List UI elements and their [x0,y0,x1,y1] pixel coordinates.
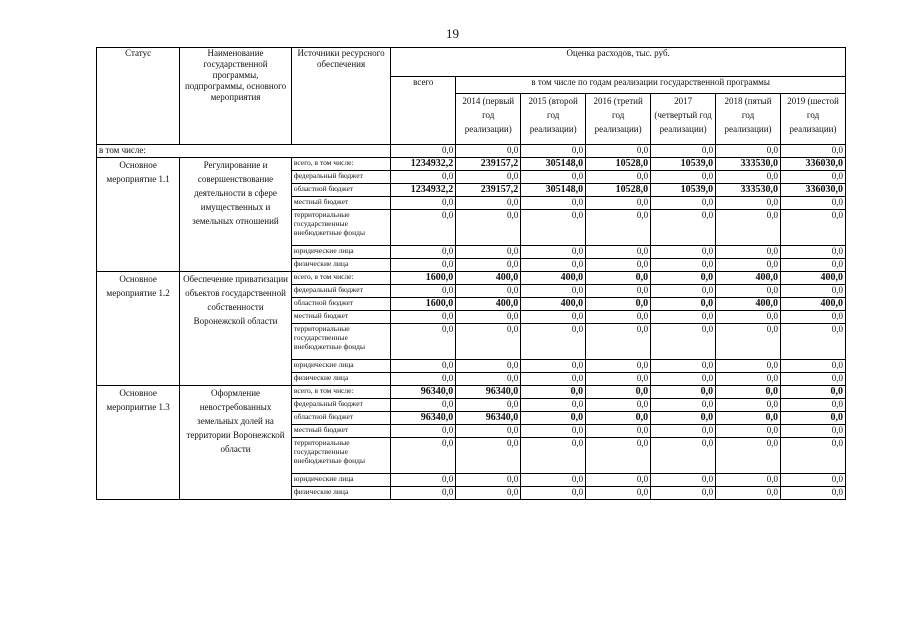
cell-total: 0,0 [391,425,456,438]
header-year-2015: 2015 (второй год реализации) [521,94,586,145]
cell-2019: 0,0 [781,311,846,324]
cell-2018: 0,0 [716,210,781,246]
funding-source: территориальные государственные внебюджетные фонды [291,438,390,474]
cell-2014: 239157,2 [456,184,521,197]
cell-total: 0,0 [391,171,456,184]
cell-2018: 0,0 [716,259,781,272]
cell-2017: 0,0 [651,324,716,360]
cell-total: 0,0 [391,373,456,386]
cell-2018: 0,0 [716,311,781,324]
cell-2017: 0,0 [651,360,716,373]
cell-2016: 0,0 [586,272,651,285]
cell-2019: 0,0 [781,487,846,500]
cell-2019: 0,0 [781,145,846,158]
cell-2019: 336030,0 [781,184,846,197]
cell-2018: 0,0 [716,246,781,259]
funding-source: юридические лица [291,360,390,373]
cell-2016: 0,0 [586,373,651,386]
cell-2014: 0,0 [456,360,521,373]
cell-2015: 400,0 [521,298,586,311]
cell-2014: 0,0 [456,210,521,246]
cell-2016: 0,0 [586,171,651,184]
cell-2018: 0,0 [716,285,781,298]
cell-2015: 0,0 [521,373,586,386]
cell-2017: 0,0 [651,412,716,425]
cell-2014: 400,0 [456,272,521,285]
cell-2015: 305148,0 [521,158,586,171]
cell-2018: 0,0 [716,487,781,500]
cell-total: 0,0 [391,474,456,487]
cell-2014: 0,0 [456,259,521,272]
cell-2019: 336030,0 [781,158,846,171]
cell-2016: 0,0 [586,285,651,298]
cell-2015: 0,0 [521,311,586,324]
cell-total: 0,0 [391,487,456,500]
cell-total: 0,0 [391,360,456,373]
cell-2018: 0,0 [716,412,781,425]
funding-source: юридические лица [291,246,390,259]
cell-total: 1234932,2 [391,184,456,197]
cell-2018: 0,0 [716,360,781,373]
cell-2015: 400,0 [521,272,586,285]
cell-2016: 0,0 [586,324,651,360]
cell-2018: 0,0 [716,386,781,399]
cell-2017: 0,0 [651,311,716,324]
header-year-2018: 2018 (пятый год реализации) [716,94,781,145]
cell-total: 0,0 [391,285,456,298]
cell-total: 0,0 [391,399,456,412]
funding-source: областной бюджет [291,412,390,425]
funding-source: местный бюджет [291,197,390,210]
header-sources: Источники ресурсного обеспечения [291,48,390,145]
cell-2019: 0,0 [781,171,846,184]
funding-source: физические лица [291,373,390,386]
cell-2015: 0,0 [521,324,586,360]
cell-2016: 0,0 [586,474,651,487]
cell-2015: 0,0 [521,145,586,158]
cell-2018: 400,0 [716,272,781,285]
cell-2017: 0,0 [651,425,716,438]
cell-total: 1234932,2 [391,158,456,171]
cell-2019: 400,0 [781,272,846,285]
cell-2016: 10528,0 [586,184,651,197]
cell-2016: 10528,0 [586,158,651,171]
cell-2017: 0,0 [651,246,716,259]
cell-2017: 0,0 [651,474,716,487]
cell-total: 0,0 [391,145,456,158]
cell-2015: 0,0 [521,386,586,399]
header-year-2016: 2016 (третий год реализации) [586,94,651,145]
cell-2015: 0,0 [521,171,586,184]
funding-source: юридические лица [291,474,390,487]
cell-2015: 0,0 [521,360,586,373]
cell-2014: 0,0 [456,197,521,210]
cell-2019: 0,0 [781,425,846,438]
including-row [97,145,846,158]
table-row [97,158,846,171]
cell-2016: 0,0 [586,438,651,474]
cell-2018: 400,0 [716,298,781,311]
cell-total: 96340,0 [391,386,456,399]
cell-2019: 0,0 [781,197,846,210]
header-year-2017: 2017 (четвертый год реализации) [651,94,716,145]
header-total: всего [391,77,456,145]
cell-2014: 0,0 [456,438,521,474]
header-year-2019: 2019 (шестой год реализации) [781,94,846,145]
cell-2015: 305148,0 [521,184,586,197]
activity-status: Основное мероприятие 1.1 [97,158,180,272]
cell-2019: 0,0 [781,285,846,298]
cell-2014: 0,0 [456,171,521,184]
cell-2019: 0,0 [781,210,846,246]
funding-source: местный бюджет [291,425,390,438]
cell-2014: 0,0 [456,399,521,412]
including-label: в том числе: [97,145,391,158]
cell-2015: 0,0 [521,438,586,474]
cell-2015: 0,0 [521,474,586,487]
cell-2015: 0,0 [521,246,586,259]
page-number: 19 [446,26,459,41]
activity-name: Обеспечение приватизации объектов государственной собственности Воронежской области [180,272,292,386]
cell-2014: 0,0 [456,373,521,386]
activity-status: Основное мероприятие 1.3 [97,386,180,500]
cell-total: 0,0 [391,438,456,474]
cell-2017: 0,0 [651,171,716,184]
budget-table [96,47,846,500]
cell-2016: 0,0 [586,399,651,412]
cell-2016: 0,0 [586,487,651,500]
cell-2017: 0,0 [651,298,716,311]
cell-total: 1600,0 [391,298,456,311]
cell-2014: 96340,0 [456,412,521,425]
budget-table-body [97,145,846,500]
cell-2016: 0,0 [586,197,651,210]
cell-2014: 0,0 [456,246,521,259]
cell-2017: 0,0 [651,487,716,500]
cell-2015: 0,0 [521,487,586,500]
cell-2019: 0,0 [781,438,846,474]
cell-2017: 10539,0 [651,158,716,171]
table-row [97,272,846,285]
cell-2018: 0,0 [716,197,781,210]
cell-2014: 0,0 [456,487,521,500]
cell-2019: 0,0 [781,399,846,412]
cell-2018: 0,0 [716,425,781,438]
funding-source: физические лица [291,259,390,272]
cell-2014: 0,0 [456,311,521,324]
cell-2019: 400,0 [781,298,846,311]
cell-2018: 0,0 [716,373,781,386]
cell-2015: 0,0 [521,399,586,412]
cell-2019: 0,0 [781,386,846,399]
cell-2016: 0,0 [586,311,651,324]
funding-source: всего, в том числе: [291,272,390,285]
cell-total: 0,0 [391,324,456,360]
cell-2017: 0,0 [651,285,716,298]
cell-2019: 0,0 [781,246,846,259]
funding-source: всего, в том числе: [291,386,390,399]
cell-total: 0,0 [391,311,456,324]
cell-2017: 0,0 [651,197,716,210]
cell-2016: 0,0 [586,360,651,373]
cell-2019: 0,0 [781,474,846,487]
cell-2014: 0,0 [456,474,521,487]
cell-2018: 333530,0 [716,158,781,171]
cell-2018: 0,0 [716,324,781,360]
activity-name: Регулирование и совершенствование деятельности в сфере имущественных и земельных отношений [180,158,292,272]
cell-2015: 0,0 [521,259,586,272]
cell-total: 0,0 [391,210,456,246]
cell-2019: 0,0 [781,373,846,386]
cell-2014: 0,0 [456,324,521,360]
cell-2018: 0,0 [716,474,781,487]
funding-source: федеральный бюджет [291,171,390,184]
cell-2017: 10539,0 [651,184,716,197]
funding-source: федеральный бюджет [291,285,390,298]
activity-name: Оформление невостребованных земельных долей на территории Воронежской области [180,386,292,500]
cell-2016: 0,0 [586,386,651,399]
header-name: Наименование государственной программы, подпрограммы, основного мероприятия [180,48,292,145]
header-year-2014: 2014 (первый год реализации) [456,94,521,145]
cell-2019: 0,0 [781,324,846,360]
cell-2015: 0,0 [521,197,586,210]
cell-2017: 0,0 [651,386,716,399]
header-by-years: в том числе по годам реализации государственной программы [456,77,846,94]
cell-2018: 0,0 [716,171,781,184]
cell-2015: 0,0 [521,425,586,438]
funding-source: всего, в том числе: [291,158,390,171]
funding-source: федеральный бюджет [291,399,390,412]
cell-2017: 0,0 [651,399,716,412]
funding-source: физические лица [291,487,390,500]
cell-2016: 0,0 [586,210,651,246]
cell-2016: 0,0 [586,298,651,311]
cell-2018: 0,0 [716,399,781,412]
cell-2017: 0,0 [651,259,716,272]
cell-2016: 0,0 [586,259,651,272]
cell-2014: 96340,0 [456,386,521,399]
cell-2014: 0,0 [456,145,521,158]
cell-total: 0,0 [391,197,456,210]
cell-2016: 0,0 [586,246,651,259]
cell-2015: 0,0 [521,210,586,246]
header-costs: Оценка расходов, тыс. руб. [391,48,846,77]
funding-source: областной бюджет [291,184,390,197]
cell-2014: 400,0 [456,298,521,311]
header-status: Статус [97,48,180,145]
cell-2015: 0,0 [521,412,586,425]
activity-status: Основное мероприятие 1.2 [97,272,180,386]
cell-2014: 239157,2 [456,158,521,171]
cell-2018: 0,0 [716,145,781,158]
funding-source: территориальные государственные внебюджетные фонды [291,210,390,246]
funding-source: местный бюджет [291,311,390,324]
cell-2014: 0,0 [456,425,521,438]
cell-2014: 0,0 [456,285,521,298]
cell-total: 0,0 [391,246,456,259]
cell-2017: 0,0 [651,373,716,386]
cell-2018: 0,0 [716,438,781,474]
cell-2017: 0,0 [651,438,716,474]
cell-2019: 0,0 [781,412,846,425]
cell-2019: 0,0 [781,360,846,373]
cell-2017: 0,0 [651,272,716,285]
cell-2016: 0,0 [586,145,651,158]
cell-2017: 0,0 [651,145,716,158]
cell-total: 0,0 [391,259,456,272]
funding-source: территориальные государственные внебюджетные фонды [291,324,390,360]
cell-total: 1600,0 [391,272,456,285]
cell-2015: 0,0 [521,285,586,298]
cell-2016: 0,0 [586,425,651,438]
table-row [97,386,846,399]
cell-total: 96340,0 [391,412,456,425]
cell-2018: 333530,0 [716,184,781,197]
funding-source: областной бюджет [291,298,390,311]
cell-2017: 0,0 [651,210,716,246]
cell-2019: 0,0 [781,259,846,272]
cell-2016: 0,0 [586,412,651,425]
